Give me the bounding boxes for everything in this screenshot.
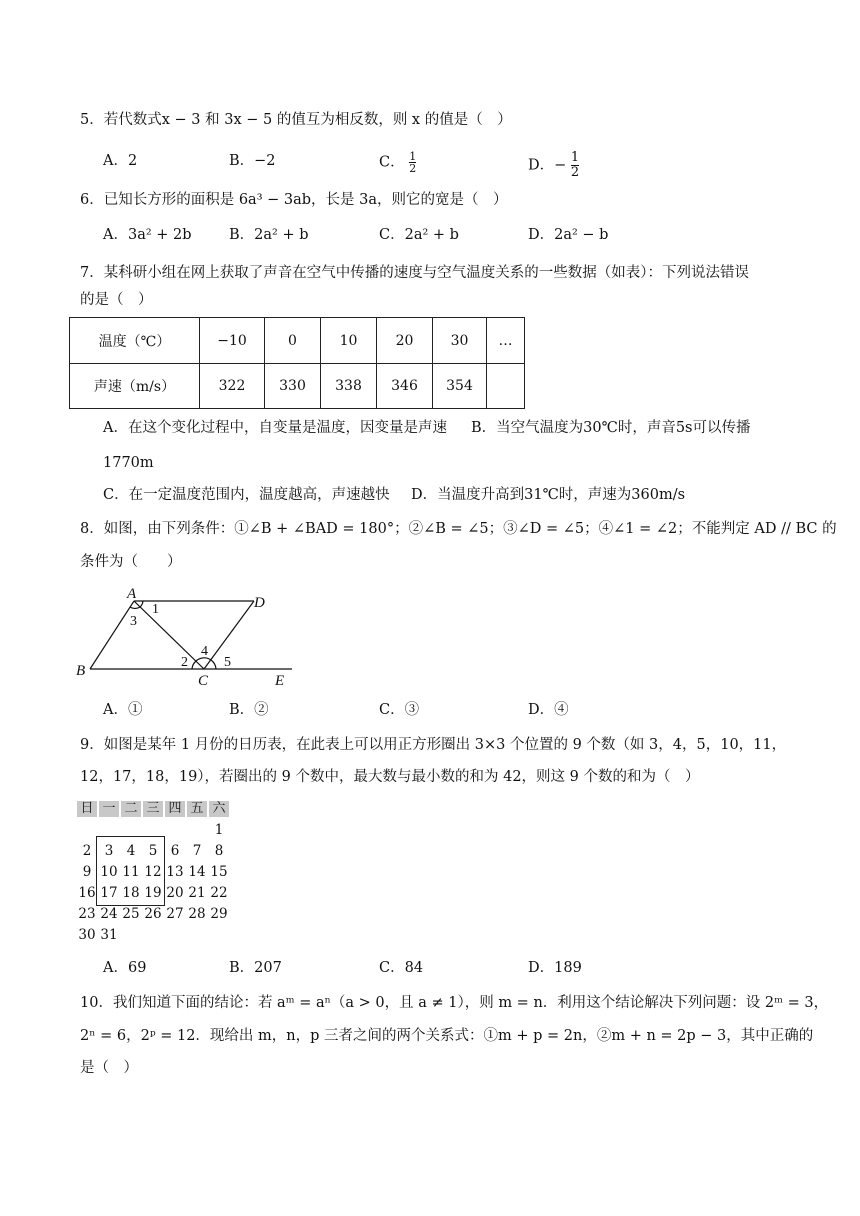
table-cell: 10: [321, 318, 377, 364]
q7-option-b[interactable]: B．当空气温度为30℃时，声音5s可以传播: [471, 420, 751, 436]
question-8-line1: 8．如图，由下列条件：①∠B + ∠BAD = 180°；②∠B = ∠5；③∠D = ∠5；④∠1 = ∠2；不能判定 AD // BC 的: [80, 521, 837, 537]
calendar-weekday: 日: [77, 801, 97, 817]
q5-option-d-fraction: [571, 151, 579, 180]
calendar-day: 3: [104, 843, 114, 859]
table-cell: 0: [265, 318, 321, 364]
question-9-line2: 12，17，18，19），若圈出的 9 个数中，最大数与最小数的和为 42，则这 9 个数的和为（ ）: [80, 769, 700, 785]
line-ac: [134, 601, 204, 669]
table-row: [70, 318, 525, 364]
calendar-day: 26: [144, 906, 162, 922]
q8-option-b[interactable]: B．②: [229, 702, 269, 718]
label-2: 2: [181, 655, 188, 670]
label-3: 3: [130, 614, 137, 629]
q9-option-c[interactable]: C．84: [379, 960, 424, 976]
angle-5-arc: [211, 660, 216, 669]
calendar-day: 2: [82, 843, 92, 859]
q5-c-denominator: 2: [409, 162, 417, 175]
label-1: 1: [152, 602, 159, 617]
table-cell: 338: [321, 364, 377, 409]
question-6: 6．已知长方形的面积是 6a³ − 3ab，长是 3a，则它的宽是（ ）: [80, 192, 508, 208]
table-cell: [487, 364, 525, 409]
table-cell: 声速（m/s）: [70, 364, 200, 409]
table-cell: 354: [433, 364, 487, 409]
calendar-day: 6: [170, 843, 180, 859]
parallelogram-figure: [70, 585, 300, 690]
calendar-day: 7: [192, 843, 202, 859]
q8-option-d[interactable]: D．④: [528, 702, 569, 718]
q8-option-c[interactable]: C．③: [379, 702, 420, 718]
q5-option-c[interactable]: [379, 151, 416, 174]
calendar-header: [77, 801, 231, 817]
q6-option-c[interactable]: C．2a² + b: [379, 227, 459, 243]
calendar-day: 25: [122, 906, 140, 922]
q6-option-b[interactable]: B．2a² + b: [229, 227, 309, 243]
label-4: 4: [201, 644, 208, 659]
question-10-line3: 是（ ）: [80, 1060, 138, 1076]
table-cell: 温度（℃）: [70, 318, 200, 364]
q5-option-d[interactable]: [528, 151, 579, 180]
table-cell: …: [487, 318, 525, 364]
calendar-weekday: 六: [209, 801, 229, 817]
label-b: B: [76, 663, 86, 679]
calendar-day: 19: [144, 885, 162, 901]
label-c: C: [198, 673, 209, 689]
angle-3-arc: [130, 607, 140, 609]
q7-option-b-continued: 1770m: [103, 455, 154, 471]
temperature-speed-table: [69, 317, 525, 409]
q5-option-a[interactable]: A．2: [103, 153, 138, 169]
calendar-day: 24: [100, 906, 118, 922]
label-e: E: [275, 673, 285, 689]
calendar-day: 18: [122, 885, 140, 901]
q7-option-d[interactable]: D．当温度升高到31℃时，声速为360m/s: [411, 487, 686, 503]
q5-option-c-fraction: [409, 151, 416, 174]
q5-option-c-label: C．: [379, 154, 405, 171]
calendar-day: 5: [148, 843, 158, 859]
calendar-day: 23: [78, 906, 96, 922]
calendar-weekday: 四: [165, 801, 185, 817]
calendar-day: 22: [210, 885, 228, 901]
line-ab: [90, 601, 134, 669]
calendar-day: 15: [210, 864, 228, 880]
calendar-day: 31: [100, 927, 118, 943]
calendar-day: 16: [78, 885, 96, 901]
table-cell: 322: [200, 364, 265, 409]
calendar-selection-square: [96, 836, 165, 906]
table-cell: −10: [200, 318, 265, 364]
calendar-day: 11: [122, 864, 140, 880]
table-cell: 20: [377, 318, 433, 364]
calendar-day: 21: [188, 885, 206, 901]
question-10-line2: 2ⁿ = 6，2ᵖ = 12．现给出 m，n，p 三者之间的两个关系式：①m + p = 2n，②m + n = 2p − 3，其中正确的: [80, 1028, 814, 1044]
label-5: 5: [224, 655, 231, 670]
angle-1-arc: [140, 601, 143, 607]
question-8-line2: 条件为（ ）: [80, 554, 182, 570]
label-a: A: [127, 586, 137, 602]
table-cell: 330: [265, 364, 321, 409]
label-d: D: [254, 595, 265, 611]
calendar-weekday: 一: [99, 801, 119, 817]
question-5: 5．若代数式x − 3 和 3x − 5 的值互为相反数，则 x 的值是（ ）: [80, 112, 512, 128]
calendar-day: 28: [188, 906, 206, 922]
calendar-day: 1: [214, 822, 224, 838]
q7-option-c[interactable]: C．在一定温度范围内，温度越高，声速越快: [103, 487, 390, 503]
calendar-day: 29: [210, 906, 228, 922]
calendar-weekday: 二: [121, 801, 141, 817]
q9-option-b[interactable]: B．207: [229, 960, 282, 976]
angle-2-arc: [192, 661, 196, 669]
q5-option-d-label: D．−: [528, 157, 567, 174]
calendar-day: 10: [100, 864, 118, 880]
calendar-day: 12: [144, 864, 162, 880]
question-10-line1: 10．我们知道下面的结论：若 aᵐ = aⁿ（a > 0，且 a ≠ 1），则 m = n．利用这个结论解决下列问题：设 2ᵐ = 3，: [80, 995, 829, 1011]
table-cell: 346: [377, 364, 433, 409]
question-7-line2: 的是（ ）: [80, 292, 153, 308]
q6-option-d[interactable]: D．2a² − b: [528, 227, 609, 243]
q9-option-a[interactable]: A．69: [103, 960, 147, 976]
calendar-day: 17: [100, 885, 118, 901]
table-row: [70, 364, 525, 409]
q5-d-denominator: 2: [570, 165, 580, 180]
q7-option-a[interactable]: A．在这个变化过程中，自变量是温度，因变量是声速: [103, 420, 447, 436]
q5-c-numerator: 1: [409, 150, 417, 163]
q5-option-b[interactable]: B．−2: [229, 153, 276, 169]
calendar-day: 14: [188, 864, 206, 880]
question-9-line1: 9．如图是某年 1 月份的日历表，在此表上可以用正方形圈出 3×3 个位置的 9 个数（如 3，4，5，10，11，: [80, 737, 787, 753]
q5-d-numerator: 1: [570, 150, 580, 165]
calendar-day: 13: [166, 864, 184, 880]
q8-option-a[interactable]: A．①: [103, 702, 143, 718]
table-cell: 30: [433, 318, 487, 364]
calendar-day: 8: [214, 843, 224, 859]
q6-option-a[interactable]: A．3a² + 2b: [103, 227, 192, 243]
question-7-line1: 7．某科研小组在网上获取了声音在空气中传播的速度与空气温度关系的一些数据（如表）：下列说法错误: [80, 265, 749, 281]
q9-option-d[interactable]: D．189: [528, 960, 582, 976]
calendar-day: 20: [166, 885, 184, 901]
calendar-day: 9: [82, 864, 92, 880]
calendar-day: 4: [126, 843, 136, 859]
calendar-day: 27: [166, 906, 184, 922]
calendar-weekday: 五: [187, 801, 207, 817]
calendar-weekday: 三: [143, 801, 163, 817]
calendar-day: 30: [78, 927, 96, 943]
